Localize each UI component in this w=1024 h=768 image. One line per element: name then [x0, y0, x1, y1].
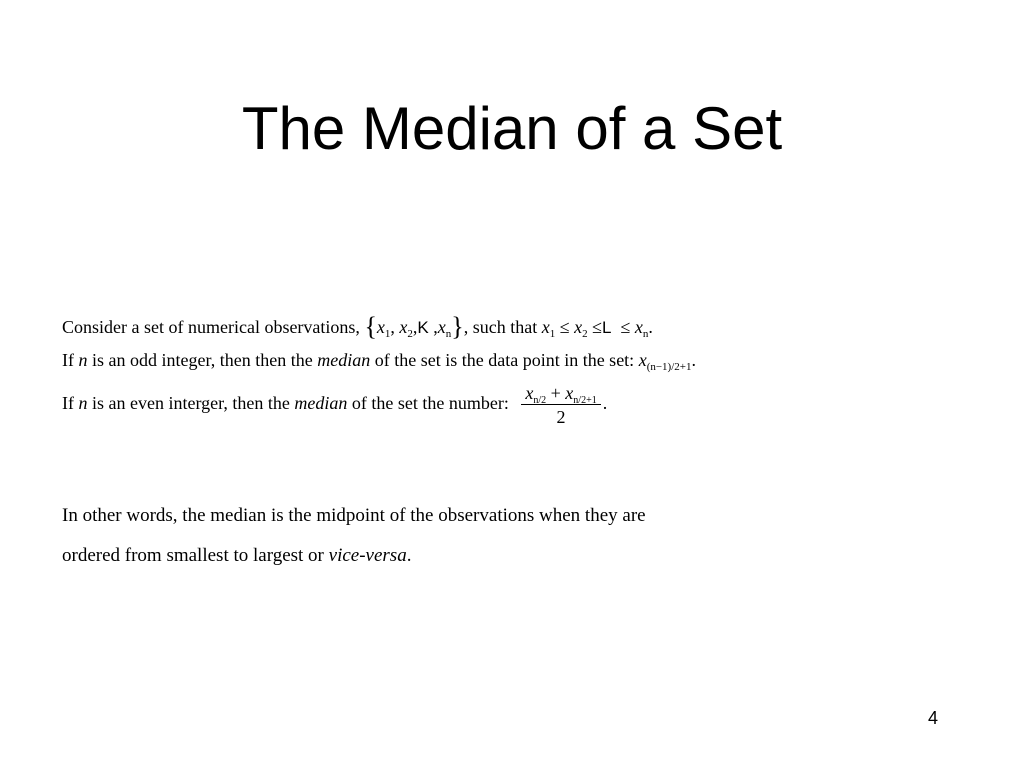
median-term: median [317, 350, 371, 370]
even-median-fraction [521, 384, 600, 426]
slide-title: The Median of a Set [241, 95, 783, 162]
median-term: median [294, 393, 348, 414]
intro-text: Consider a set of numerical observations, [62, 317, 360, 337]
page-number: 4 [927, 708, 938, 728]
fraction-denominator: 2 [556, 407, 566, 427]
such-that-text: such that [472, 317, 538, 337]
ellipsis-glyph: K [417, 318, 429, 337]
fraction-numerator: $x_{n/2} + x_{n/2+1}$ [521, 384, 600, 405]
summary-line-1: In other words, the median is the midpoint of the observations when they are [62, 505, 646, 526]
odd-case-line: If n is an odd integer, then then the median of the set is the data point in the set: $x_{(n-1)/2+1}$. [62, 350, 696, 373]
set-brace-open: { [364, 312, 377, 341]
summary-line-2: ordered from smallest to largest or vice-versa. [62, 545, 412, 566]
definition-line: Consider a set of numerical observations, {$x_1$, $x_2,K$ $,x_n$}, such that $x_1 \le x_2 \le L \le x_n$. [62, 312, 653, 341]
even-case-line: If n is an even interger, then the median of the set the number: $\frac{x_{n/2} + x_{n/2+1}}{2}$ . [62, 383, 608, 427]
ellipsis-glyph-2: L [602, 318, 612, 337]
set-brace-close: } [451, 312, 464, 341]
vice-versa-term: vice-versa [328, 545, 407, 566]
odd-median-subscript: (n−1)/2+1 [646, 361, 692, 373]
